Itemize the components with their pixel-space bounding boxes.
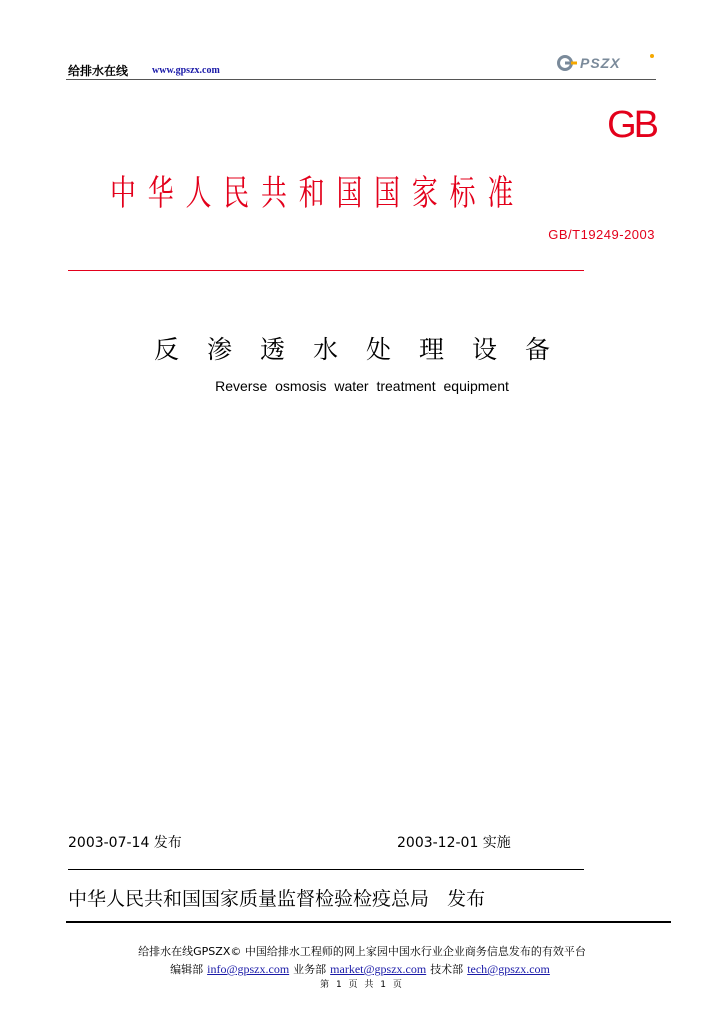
business-email-link[interactable]: market@gpszx.com [330,962,427,976]
issuer-name: 中华人民共和国国家质量监督检验检疫总局 [68,888,430,910]
tech-label: 技术部 [430,963,464,976]
svg-text:PSZX: PSZX [580,55,621,71]
footer-tagline: 给排水在线GPSZX© 中国给排水工程师的网上家园中国水行业企业商务信息发布的有效平台 [138,945,586,958]
dates-divider [68,869,584,870]
page-info: 第 1 页 共 1 页 [320,980,404,990]
business-label: 业务部 [293,963,327,976]
header-site-url[interactable]: www.gpszx.com [152,65,220,76]
gb-mark: GB [607,104,656,146]
editor-label: 编辑部 [170,963,204,976]
national-standard-title: 中华人民共和国国家标准 [110,174,526,214]
header-site-name: 给排水在线 [68,64,129,78]
gpszx-logo [556,52,660,74]
editor-email-link[interactable]: info@gpszx.com [207,962,290,976]
standard-number: GB/T19249-2003 [548,227,655,242]
title-divider [68,270,584,271]
issuer-divider [66,921,671,923]
footer-contacts [0,961,724,977]
tech-email-link[interactable]: tech@gpszx.com [467,962,550,976]
issue-date: 2003-07-14 发布 [68,835,182,851]
issuer-action: 发布 [447,888,486,910]
document-title-zh: 反渗透水处理设备 [153,335,578,364]
header-divider [66,79,656,80]
document-title-en: Reverse osmosis water treatment equipment [215,378,509,394]
effective-date: 2003-12-01 实施 [397,835,511,851]
issuer-line [68,884,485,911]
